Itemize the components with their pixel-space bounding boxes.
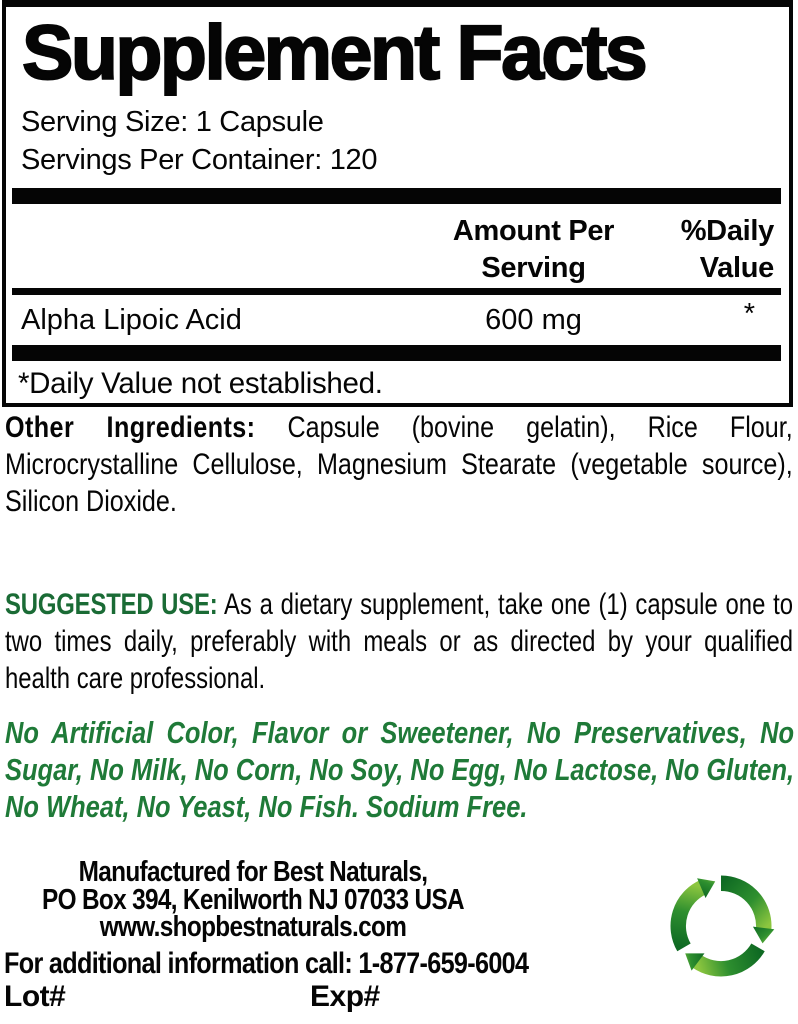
column-header-daily-value — [644, 213, 774, 287]
manufacturer-block — [40, 856, 465, 943]
suggested-use-text: As a dietary supplement, take one (1) capsule one to two times daily, preferably with meals or as directed by your qualified health care professional. — [5, 588, 794, 695]
supplement-facts-panel — [2, 0, 793, 407]
free-of-claims-text: No Artificial Color, Flavor or Sweetener, No Preservatives, No Sugar, No Milk, No Corn, No Soy, No Egg, No Lactose, No Gluten, No Wheat, No Yeast, No Fish. Sodium Free. — [5, 715, 795, 824]
recycle-icon — [648, 850, 794, 1002]
nutrient-amount: 600 mg — [485, 304, 582, 336]
column-header-amount-line2: Serving — [481, 252, 586, 284]
suggested-use-paragraph — [5, 586, 793, 697]
manufacturer-line: Manufactured for Best Naturals, — [78, 856, 428, 888]
divider-bar-top — [12, 188, 781, 204]
panel-title: Supplement Facts — [22, 10, 646, 96]
daily-value-footnote: *Daily Value not established. — [18, 367, 383, 400]
column-header-dv-line1: %Daily — [680, 215, 774, 247]
column-header-amount-line1: Amount Per — [452, 215, 615, 247]
divider-rule-header — [12, 288, 781, 295]
manufacturer-website: www.shopbestnaturals.com — [99, 911, 407, 943]
column-header-amount — [426, 213, 641, 287]
nutrient-daily-value: * — [743, 298, 755, 330]
servings-per-container: Servings Per Container: 120 — [21, 144, 378, 176]
exp-number-label: Exp# — [310, 980, 380, 1013]
other-ingredients-label: Other Ingredients: — [5, 411, 256, 444]
divider-bar-bottom — [12, 345, 781, 361]
phone-info-line: For additional information call: 1-877-659-6004 — [4, 947, 529, 980]
other-ingredients-text: Capsule (bovine gelatin), Rice Flour, Microcrystalline Cellulose, Magnesium Stearate (vegetable source), Silicon Dioxide. — [5, 411, 793, 518]
suggested-use-label: SUGGESTED USE: — [5, 588, 218, 621]
lot-number-label: Lot# — [4, 980, 66, 1013]
manufacturer-address: PO Box 394, Kenilworth NJ 07033 USA — [42, 883, 464, 916]
column-header-dv-line2: Value — [699, 252, 774, 284]
other-ingredients-paragraph — [5, 409, 793, 520]
serving-size: Serving Size: 1 Capsule — [21, 106, 324, 138]
nutrient-name: Alpha Lipoic Acid — [21, 304, 242, 336]
